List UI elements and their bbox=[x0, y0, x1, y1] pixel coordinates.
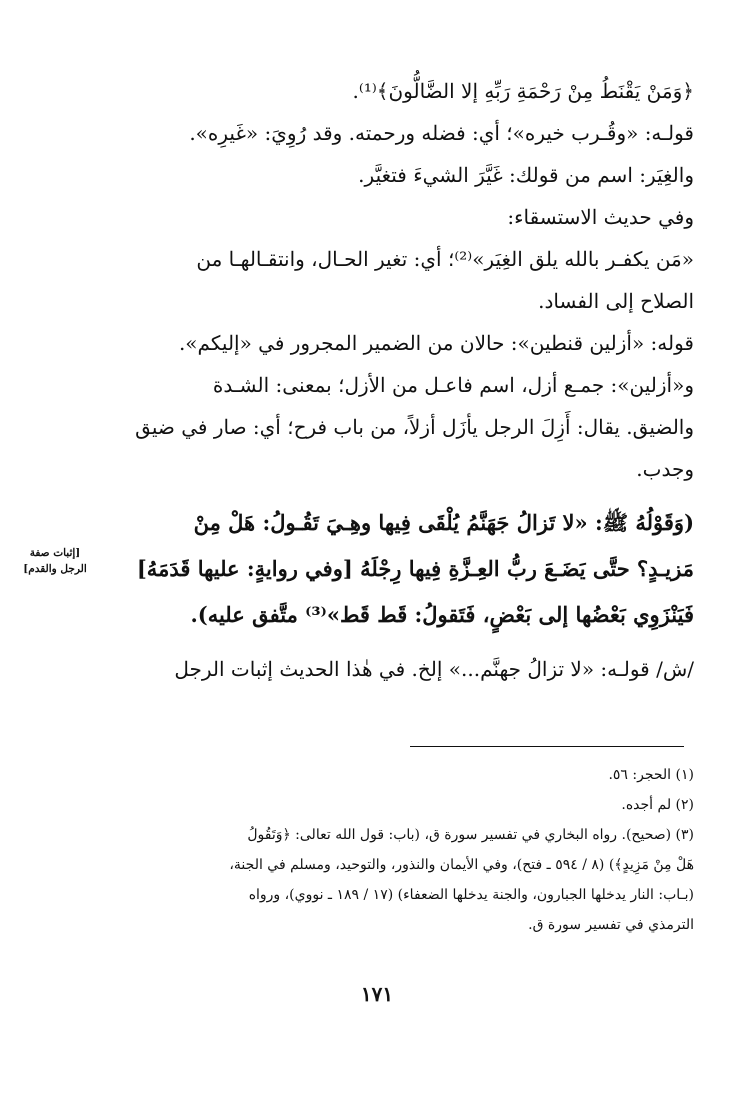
text-line: الصلاح إلى الفساد. bbox=[538, 289, 694, 313]
hadith-line: مَزيـدٍ؟ حتَّى يَضَـعَ ربُّ العِـزَّةِ فِيها رِجْلَهُ [وفي روايةٍ: عليها قَدَمَهُ] bbox=[136, 556, 694, 581]
footnote: (١) الحجر: ٥٦. bbox=[608, 767, 694, 783]
margin-note-line: [إثبات صفة bbox=[29, 547, 81, 559]
footnotes bbox=[96, 760, 694, 940]
page-number: ١٧١ bbox=[360, 982, 394, 1006]
text-line: وفي حديث الاستسقاء: bbox=[507, 205, 694, 229]
commentary-line: /ش/ قولـه: «لا تزالُ جهنَّم...» إلخ. في هٰذا الحديث إثبات الرجل bbox=[174, 657, 694, 681]
quran-verse-line: ﴿وَمَنْ يَقْنَطُ مِنْ رَحْمَةِ رَبِّهِ إلا الضَّالُّونَ﴾⁽¹⁾. bbox=[352, 79, 694, 103]
text-line: والغِيَر: اسم من قولك: غَيَّرَ الشيءَ فتغيَّر. bbox=[358, 163, 694, 187]
footnote-divider bbox=[410, 746, 684, 747]
text-line: قولـه: «وقُـرب خيره»؛ أي: فضله ورحمته. وقد رُوِيَ: «غَيرِه». bbox=[189, 121, 694, 145]
margin-note-line: الرجل والقدم] bbox=[23, 563, 87, 575]
text-line: و«أزلين»: جمـع أزل، اسم فاعـل من الأزل؛ بمعنى: الشـدة bbox=[212, 373, 694, 397]
text-line: قوله: «أزلين قنطين»: حالان من الضمير المجرور في «إليكم». bbox=[178, 331, 694, 355]
hadith-line: فَيَنْزَوِي بَعْضُها إلى بَعْضٍ، فَتَقولُ: قَط قَط»⁽³⁾ متَّفق عليه). bbox=[190, 602, 694, 627]
text-line: والضيق. يقال: أَزِلَ الرجل يأزَل أزلاً، من باب فرح؛ أي: صار في ضيق bbox=[135, 415, 694, 439]
footnote: (٢) لم أجده. bbox=[621, 797, 694, 813]
footnote: الترمذي في تفسير سورة ق. bbox=[528, 917, 694, 933]
footnote: هَلْ مِنْ مَزِيدٍ﴾) (٨ / ٥٩٤ ـ فتح)، وفي الأيمان والنذور، والتوحيد، ومسلم في الجنة، bbox=[229, 857, 694, 873]
footnote: (بـاب: النار يدخلها الجبارون، والجنة يدخلها الضعفاء) (١٧ / ١٨٩ ـ نووي)، ورواه bbox=[248, 887, 694, 903]
main-text bbox=[96, 70, 694, 690]
text-line: «مَن يكفـر بالله يلق الغِيَر»⁽²⁾؛ أي: تغير الحـال، وانتقـالهـا من bbox=[196, 247, 694, 271]
text-line: وجدب. bbox=[636, 457, 694, 481]
footnote: (٣) (صحيح). رواه البخاري في تفسير سورة ق، (باب: قول الله تعالى: ﴿وَتَقُولُ bbox=[247, 827, 694, 843]
margin-note bbox=[16, 545, 94, 577]
hadith-line: (وَقَوْلُهُ ﷺ: «لا تَزالُ جَهَنَّمُ يُلْقَى فِيها وهِـيَ تَقُـولُ: هَلْ مِنْ bbox=[193, 510, 694, 535]
